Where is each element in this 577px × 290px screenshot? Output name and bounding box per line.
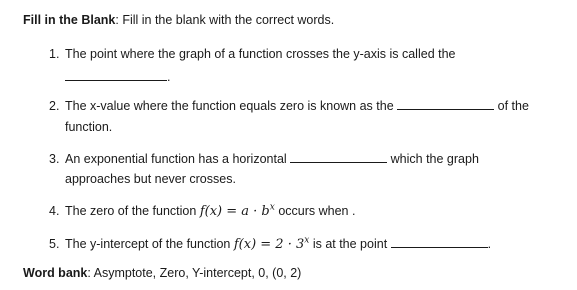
question-number: 3. (49, 152, 60, 166)
question-5 (49, 236, 491, 252)
question-text: The y-intercept of the function (65, 237, 231, 251)
answer-blank[interactable] (65, 69, 167, 81)
question-1-continuation (65, 69, 170, 84)
answer-blank[interactable] (391, 236, 488, 248)
question-text: approaches but never crosses. (65, 172, 236, 186)
question-1 (49, 47, 456, 61)
question-number: 4. (49, 204, 60, 218)
answer-blank[interactable] (290, 151, 387, 163)
question-punctuation: . (487, 237, 492, 251)
question-number: 2. (49, 99, 60, 113)
question-text: which the graph (390, 152, 479, 166)
question-text: An exponential function has a horizontal (65, 152, 287, 166)
question-2-continuation (65, 120, 112, 134)
question-2 (49, 98, 529, 113)
function-expression: $f(x) = 2 \cdot 3^x$ (233, 235, 310, 252)
answer-blank[interactable] (397, 98, 494, 110)
word-bank (23, 266, 301, 280)
question-3 (49, 151, 479, 166)
heading-text: : Fill in the blank with the correct words. (115, 13, 335, 27)
heading-label: Fill in the Blank (23, 13, 116, 27)
instructions-heading (23, 13, 334, 27)
question-text: occurs when . (278, 204, 356, 218)
function-expression: $f(x) = a \cdot b^x$ (199, 202, 275, 219)
question-text: The point where the graph of a function crosses the y-axis is called the (65, 47, 456, 61)
question-punctuation: . (167, 70, 171, 84)
question-3-continuation (65, 172, 236, 186)
question-number: 1. (49, 47, 60, 61)
word-bank-text: : Asymptote, Zero, Y-intercept, 0, (0, 2) (87, 266, 302, 280)
question-number: 5. (49, 237, 60, 251)
question-text: function. (65, 120, 113, 134)
question-text: The x-value where the function equals zero is known as the (65, 99, 394, 113)
question-text: is at the point (312, 237, 388, 251)
question-4 (49, 204, 355, 219)
question-text: of the (497, 99, 529, 113)
question-text: The zero of the function (65, 204, 197, 218)
word-bank-label: Word bank (23, 266, 88, 280)
